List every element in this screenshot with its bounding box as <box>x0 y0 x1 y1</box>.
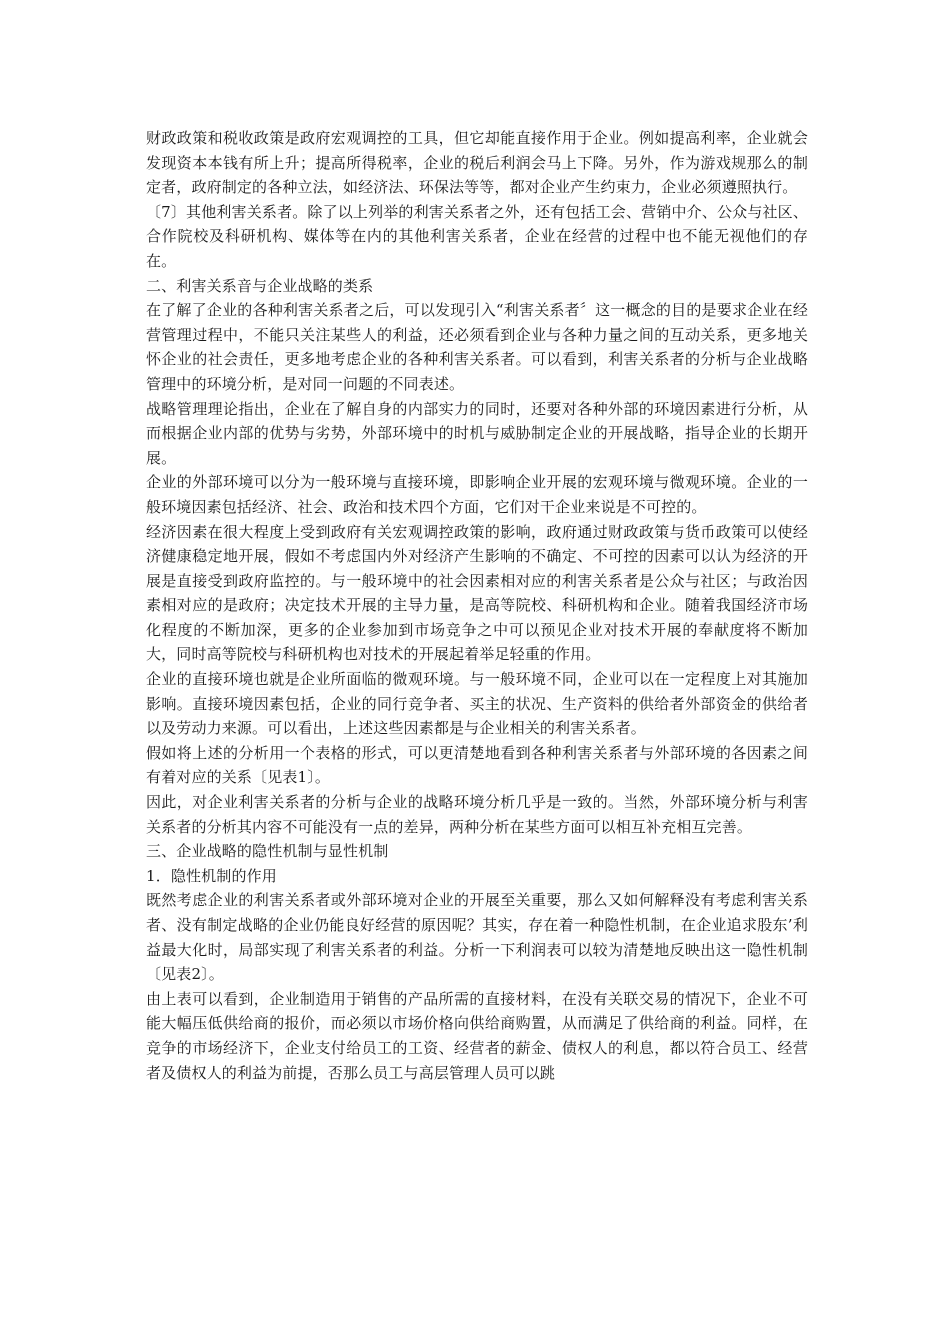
paragraph-table-2-analysis: 由上表可以看到，企业制造用于销售的产品所需的直接材料，在没有关联交易的情况下，企业不可能大幅压低供给商的报价，而必须以市场价格向供给商购置，从而满足了供给商的利益。同样，在竞争的市场经济下，企业支付给员工的工资、经营者的薪金、债权人的利息，都以符合员工、经营者及债权人的利益为前提，否那么员工与高层管理人员可以跳 <box>146 989 808 1082</box>
paragraph-table-1-reference: 假如将上述的分析用一个表格的形式，可以更清楚地看到各种利害关系者与外部环境的各因素之间有着对应的关系〔见表1〕。 <box>146 743 808 787</box>
paragraph-direct-environment: 企业的直接环境也就是企业所面临的微观环境。与一般环境不同，企业可以在一定程度上对其施加影响。直接环境因素包括，企业的同行竞争者、买主的状况、生产资料的供给者外部资金的供给者以及劳动力来源。可以看出，上述这些因素都是与企业相关的利害关系者。 <box>146 670 808 738</box>
paragraph-stakeholder-concept: 在了解了企业的各种利害关系者之后，可以发现引入“利害关系者〞这一概念的目的是要求企业在经营管理过程中，不能只关注某些人的利益，还必须看到企业与各种力量之间的互动关系，更多地关怀企业的社会责任，更多地考虑企业的各种利害关系者。可以看到，利害关系者的分析与企业战略管理中的环境分析，是对同一问题的不同表述。 <box>146 301 808 393</box>
paragraph-strategic-theory: 战略管理理论指出，企业在了解自身的内部实力的同时，还要对各种外部的环境因素进行分析，从而根据企业内部的优势与劣势，外部环境中的时机与威胁制定企业的开展战略，指导企业的长期开展。 <box>146 399 808 467</box>
document-body <box>146 126 808 1085</box>
section-heading-2: 二、利害关系音与企业战略的类系 <box>146 276 374 295</box>
paragraph-implicit-mechanism: 既然考虑企业的利害关系者或外部环境对企业的开展至关重要，那么又如何解释没有考虑利害关系者、没有制定战略的企业仍能良好经营的原因呢？其实，存在着一种隐性机制，在企业追求股东’利益最大化时，局部实现了利害关系者的利益。分析一下利润表可以较为清楚地反映出这一隐性机制〔见表2〕。 <box>146 891 808 984</box>
paragraph-fiscal-policy: 财政政策和税收政策是政府宏观调控的工具，但它却能直接作用于企业。例如提高利率，企业就会发现资本本钱有所上升；提高所得税率，企业的税后利润会马上下降。另外，作为游戏规那么的制定者，政府制定的各种立法，如经济法、环保法等等，都对企业产生约束力，企业必须遵照执行。 <box>146 129 808 197</box>
paragraph-conclusion: 因此，对企业利害关系者的分析与企业的战略环境分析几乎是一致的。当然，外部环境分析与利害关系者的分析其内容不可能没有一点的差异，两种分析在某些方面可以相互补充相互完善。 <box>146 793 808 836</box>
paragraph-economic-factors: 经济因素在很大程度上受到政府有关宏观调控政策的影响，政府通过财政政策与货币政策可以使经济健康稳定地开展，假如不考虑国内外对经济产生影响的不确定、不可控的因素可以认为经济的开展是直接受到政府监控的。与一般环境中的社会因素相对应的利害关系者是公众与社区；与政治因素相对应的是政府；决定技术开展的主导力量，是高等院校、科研机构和企业。随着我国经济市场化程度的不断加深，更多的企业参加到市场竞争之中可以预见企业对技术开展的奉献度将不断加大，同时高等院校与科研机构也对技术的开展起着举足轻重的作用。 <box>146 522 808 664</box>
section-heading-3: 三、企业战略的隐性机制与显性机制 <box>146 842 389 861</box>
subsection-heading-1: 1．隐性机制的作用 <box>146 866 277 885</box>
paragraph-external-environment: 企业的外部环境可以分为一般环境与直接环境，即影响企业开展的宏观环境与微观环境。企业的一般环境因素包括经济、社会、政治和技术四个方面，它们对干企业来说是不可控的。 <box>146 473 808 516</box>
paragraph-other-stakeholders: 〔7〕其他利害关系者。除了以上列举的利害关系者之外，还有包括工会、营销中介、公众与社区、合作院校及科研机构、媒体等在内的其他利害关系者，企业在经营的过程中也不能无视他们的存在。 <box>146 202 808 270</box>
